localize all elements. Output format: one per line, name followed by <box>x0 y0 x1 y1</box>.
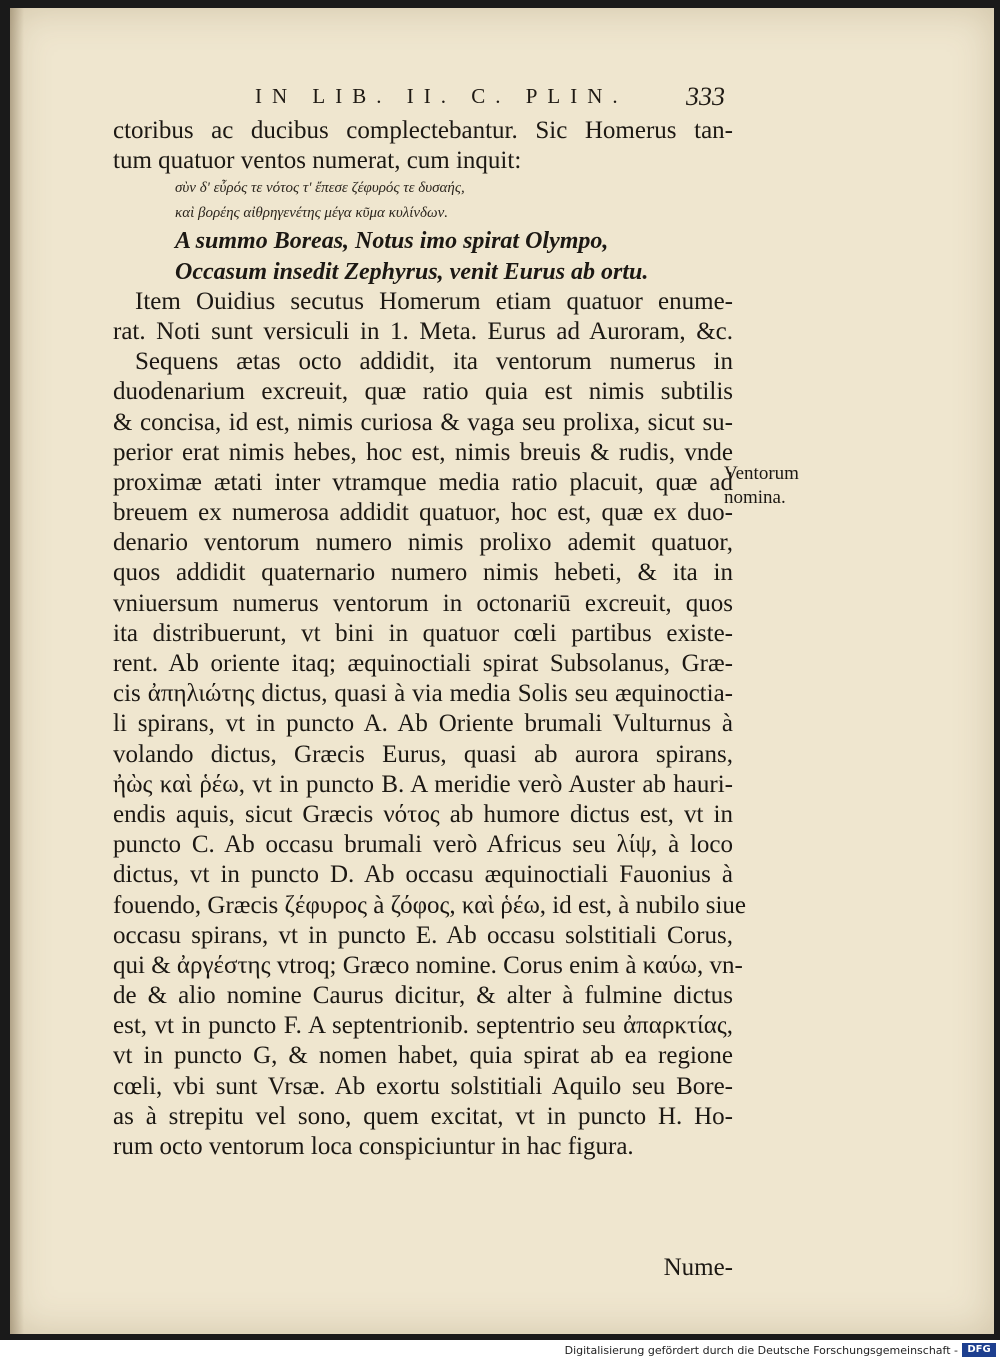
text-line: fouendo, Græcis ζέφυρος à ζόφος, καὶ ῥέω, id est, à nubilo siue <box>113 891 747 919</box>
catchword: Nume- <box>663 1254 733 1281</box>
margin-note <box>724 462 799 510</box>
text-line: Sequens ætas octo addidit, ita ventorum numerus in <box>135 348 733 376</box>
text-line: li spirans, vt in puncto A. Ab Oriente brumali Vulturnus à <box>113 710 733 738</box>
text-line: duodenarium excreuit, quæ ratio quia est nimis subtilis <box>113 378 733 406</box>
text-line: rat. Noti sunt versiculi in 1. Meta. Eurus ad Auroram, &c. <box>113 317 733 345</box>
text-line: tum quatuor ventos numerat, cum inquit: <box>113 147 522 175</box>
margin-note-line: Ventorum <box>724 463 799 484</box>
text-line: vniuersum numerus ventorum in octonariū excreuit, quos <box>113 589 733 617</box>
text-line: as à strepitu vel sono, quem excitat, vt in puncto H. Ho- <box>113 1102 733 1130</box>
greek-verse-line: καὶ βορέης αἰθρηγενέτης μέγα κῦμα κυλίνδων. <box>175 205 449 222</box>
page-number: 333 <box>686 82 725 111</box>
text-line: rum octo ventorum loca conspiciuntur in hac figura. <box>113 1133 634 1160</box>
text-line: ἠὼς καὶ ῥέω, vt in puncto B. A meridie verò Auster ab hauri- <box>113 770 733 798</box>
gutter-shadow <box>10 8 24 1334</box>
text-line: volando dictus, Græcis Eurus, quasi ab aurora spirans, <box>113 740 733 768</box>
text-line: cis ἀπηλιώτης dictus, quasi à via media Solis seu æquinoctia- <box>113 680 733 708</box>
running-title: IN LIB. II. C. PLIN. <box>255 84 628 108</box>
text-line: Item Ouidius secutus Homerum etiam quatuor enume- <box>135 287 733 315</box>
text-line: vt in puncto G, & nomen habet, quia spirat ab ea regione <box>113 1042 733 1070</box>
text-line: breuem ex numerosa addidit quatuor, hoc est, quæ ex duo- <box>113 499 733 527</box>
text-line: ctoribus ac ducibus complectebantur. Sic Homerus tan- <box>113 117 733 144</box>
text-line: endis aquis, sicut Græcis νότος ab humore dictus est, vt in <box>113 800 733 828</box>
greek-verse-line: σὺν δ' εὖρός τε νότος τ' ἔπεσε ζέφυρός τε δυσαής, <box>175 180 465 197</box>
text-line: denario ventorum numero nimis prolixo ademit quatuor, <box>113 529 733 557</box>
text-line: rent. Ab oriente itaq; æquinoctiali spirat Subsolanus, Græ- <box>113 650 733 677</box>
latin-verse-line: Occasum insedit Zephyrus, venit Eurus ab ortu. <box>175 258 649 285</box>
text-line: perior erat nimis hebes, hoc est, nimis breuis & rudis, vnde <box>113 438 733 466</box>
body-text <box>113 116 747 1281</box>
page-header <box>255 82 725 116</box>
latin-verse-line: A summo Boreas, Notus imo spirat Olympo, <box>175 228 609 255</box>
text-line: de & alio nomine Caurus dicitur, & alter à fulmine dictus <box>113 982 733 1010</box>
text-line: ita distribuerunt, vt bini in quatuor cœli partibus existe- <box>113 619 733 647</box>
footer-bar <box>0 1340 1000 1362</box>
text-line: & concisa, id est, nimis curiosa & vaga seu prolixa, sicut su- <box>113 408 733 436</box>
text-line: quos addidit quaternario numero nimis hebeti, & ita in <box>113 559 733 587</box>
text-line: occasu spirans, vt in puncto E. Ab occasu solstitiali Corus, <box>113 921 733 949</box>
text-line: qui & ἀργέστης vtroq; Græco nomine. Corus enim à καύω, vn- <box>113 951 743 979</box>
text-line: puncto C. Ab occasu brumali verò Africus seu λίψ, à loco <box>113 831 733 859</box>
text-line: dictus, vt in puncto D. Ab occasu æquinoctiali Fauonius à <box>113 861 733 889</box>
text-line: proximæ ætati inter vtramque media ratio placuit, quæ ad <box>113 468 733 496</box>
margin-note-line: nomina. <box>724 487 786 508</box>
text-line: cœli, vbi sunt Vrsæ. Ab exortu solstitiali Aquilo seu Bore- <box>113 1072 733 1100</box>
funding-credit: Digitalisierung gefördert durch die Deutsche Forschungsgemeinschaft - <box>564 1344 958 1357</box>
text-line: est, vt in puncto F. A septentrionib. septentrio seu ἀπαρκτίας, <box>113 1012 733 1040</box>
dfg-logo[interactable]: DFG <box>962 1343 996 1357</box>
